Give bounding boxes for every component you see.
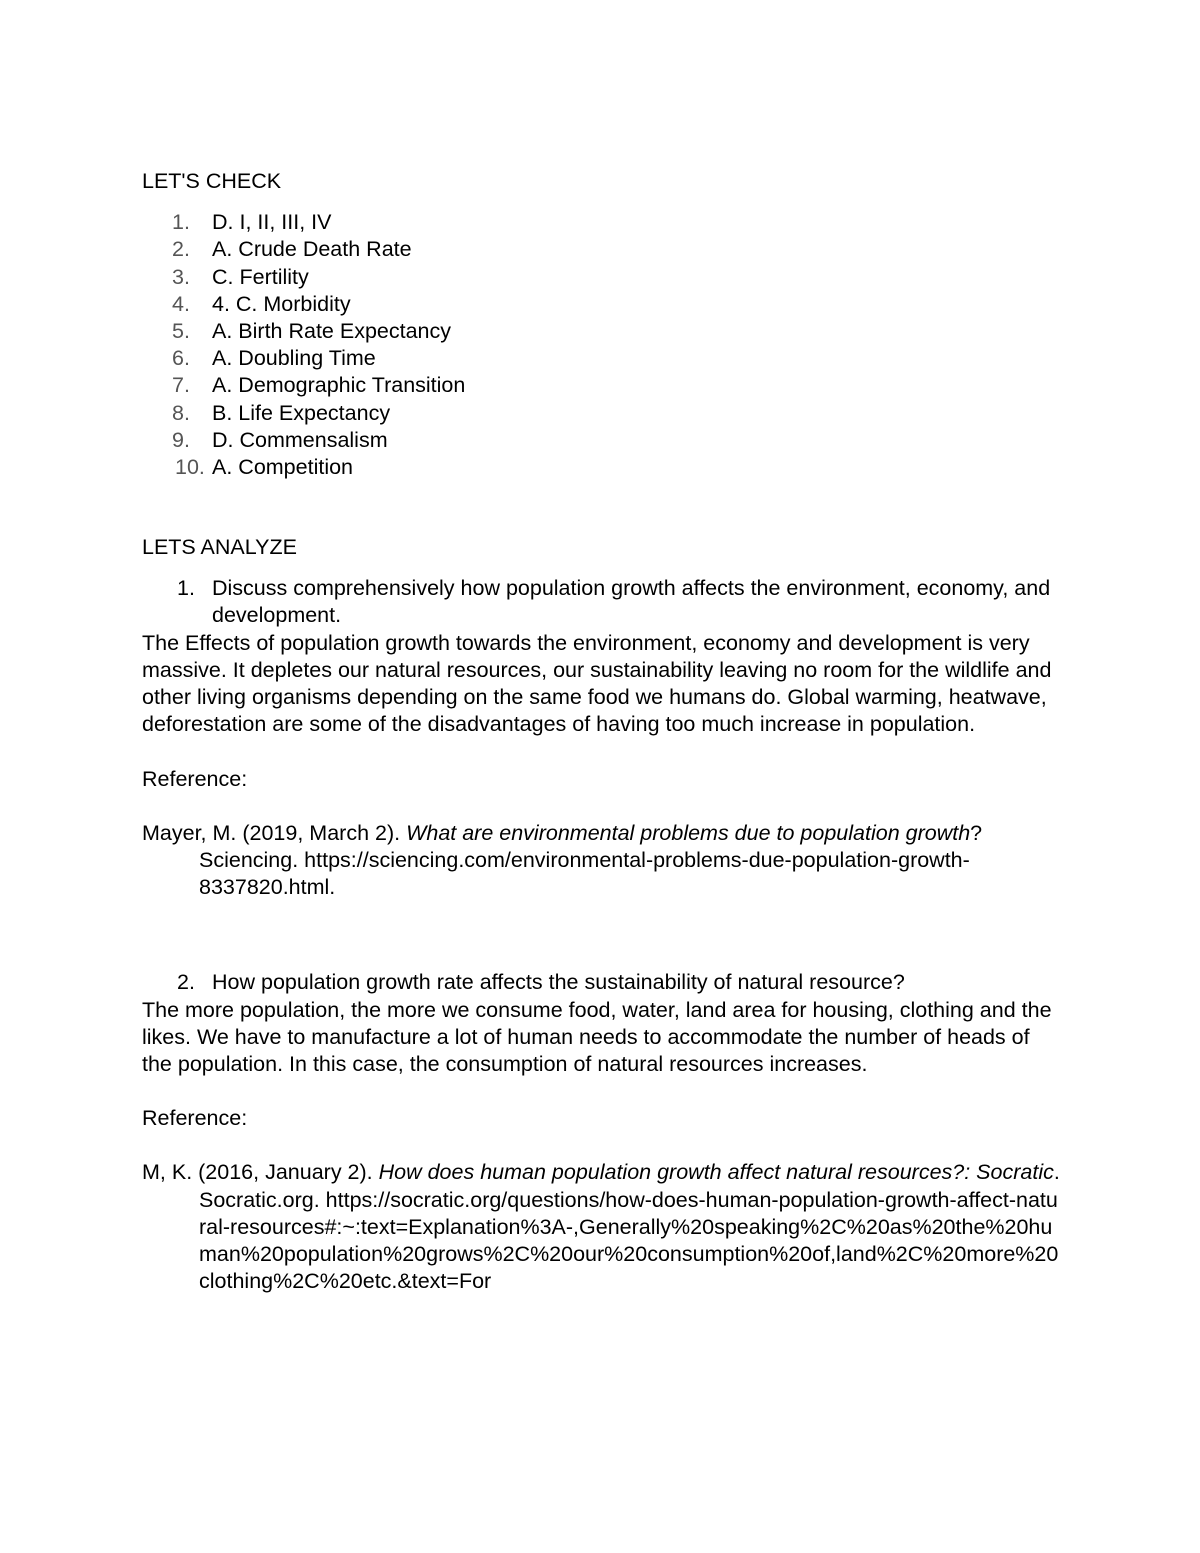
item-number: 3. (172, 264, 190, 289)
item-number: 4. (172, 291, 190, 316)
item-answer: B. Life Expectancy (212, 400, 391, 425)
item-number: 1. (172, 210, 190, 235)
question-1 (142, 575, 1062, 629)
list-item (142, 264, 1062, 291)
item-answer: A. Crude Death Rate (212, 237, 412, 262)
item-answer: A. Competition (212, 454, 354, 479)
citation-author: M, K. (2016, January 2). (142, 1160, 379, 1185)
document-page (142, 168, 1062, 1295)
answer-paragraph: The more population, the more we consume food, water, land area for housing, clothing and the likes. We have to manufacture a lot of human needs to accommodate the number of heads of the population. In this case, the consumption of natural resources increases. (142, 997, 1052, 1076)
item-number: 5. (172, 318, 190, 343)
list-item (142, 372, 1062, 399)
question-number: 1. (177, 576, 195, 601)
item-answer: A. Demographic Transition (212, 373, 466, 398)
list-item (142, 345, 1062, 372)
question-text: Discuss comprehensively how population growth affects the environment, economy, and development. (212, 576, 1051, 628)
item-answer: 4. C. Morbidity (212, 291, 351, 316)
list-item (142, 400, 1062, 427)
item-answer: A. Doubling Time (212, 346, 376, 371)
item-answer: A. Birth Rate Expectancy (212, 318, 451, 343)
item-number: 7. (172, 373, 190, 398)
item-answer: D. Commensalism (212, 427, 388, 452)
question-2 (142, 969, 1062, 996)
list-item (142, 291, 1062, 318)
citation-title: How does human population growth affect natural resources?: Socratic (378, 1160, 1054, 1185)
item-number: 6. (172, 346, 190, 371)
item-answer: C. Fertility (212, 264, 309, 289)
item-number: 9. (172, 427, 190, 452)
citation-title: What are environmental problems due to population growth (406, 820, 971, 845)
question-number: 2. (177, 970, 195, 995)
reference-label: Reference: (142, 766, 248, 791)
question-text: How population growth rate affects the sustainability of natural resource? (212, 970, 905, 995)
list-item (142, 427, 1062, 454)
citation-source: ? Sciencing. https://sciencing.com/environmental-problems-due-population-growth-8337820.html. (199, 820, 983, 900)
reference-citation (142, 1159, 1062, 1295)
list-item (142, 209, 1062, 236)
item-number: 8. (172, 400, 190, 425)
reference-citation (142, 820, 1062, 902)
item-number: 2. (172, 237, 190, 262)
citation-source: . Socratic.org. https://socratic.org/questions/how-does-human-population-growth-affect-natural-resources#:~:text=Explanation%3A-,Generally%20speaking%2C%20as%20the%20human%20population%20grows%2C%20our%20consumption%20of,land%2C%20more%20clothing%2C%20etc.&text=For (199, 1160, 1060, 1294)
item-number: 10. (175, 454, 205, 479)
reference-label: Reference: (142, 1106, 248, 1131)
list-item (142, 454, 1062, 481)
item-answer: D. I, II, III, IV (212, 210, 332, 235)
answer-paragraph: The Effects of population growth towards the environment, economy and development is very massive. It depletes our natural resources, our sustainability leaving no room for the wildlife and other living organisms depending on the same food we humans do. Global warming, heatwave, deforestation are some of the disadvantages of having too much increase in population. (142, 630, 1052, 737)
answer-list (142, 209, 1062, 481)
lets-check-heading: LET'S CHECK (142, 169, 282, 193)
citation-author: Mayer, M. (2019, March 2). (142, 820, 407, 845)
list-item (142, 318, 1062, 345)
list-item (142, 236, 1062, 263)
lets-analyze-heading: LETS ANALYZE (142, 535, 297, 560)
